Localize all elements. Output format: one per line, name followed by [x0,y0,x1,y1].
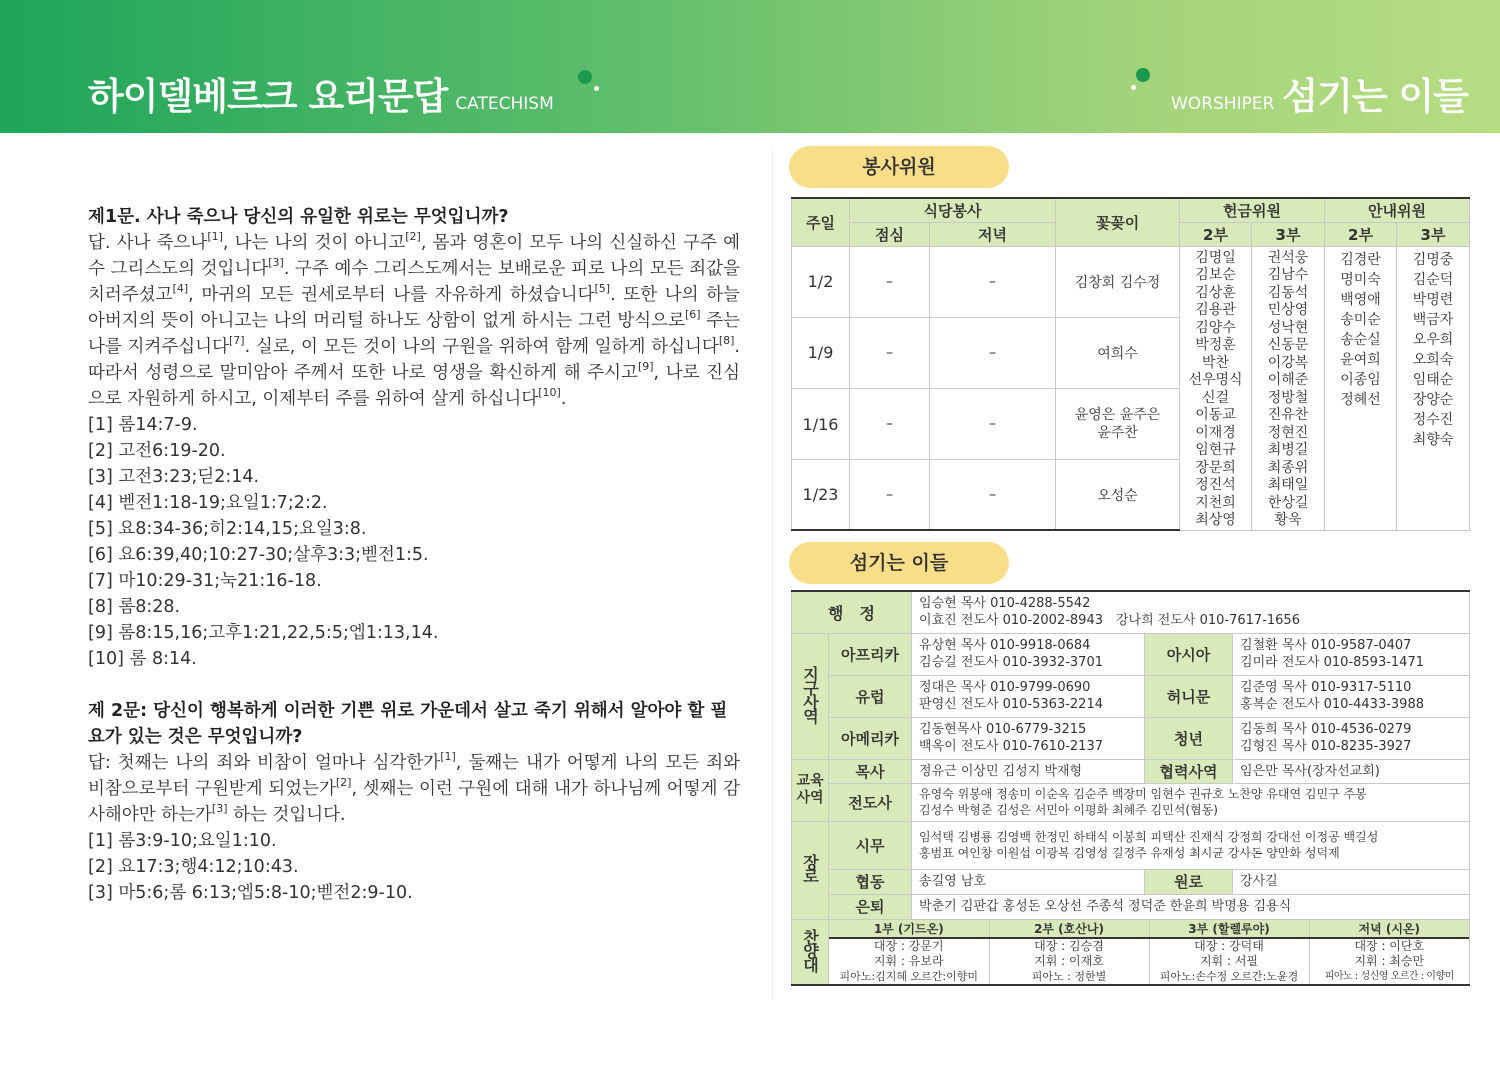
answer-text: . 또한 나의 하늘 아버지의 뜻이 아니고는 나의 머리털 하나도 상함이 없게 하시는 그런 방식으로 [88,285,740,331]
answer-text: . [560,389,567,409]
reference-item: [8] 롬8:28. [88,597,181,617]
choir-group-members: 대장 : 이단호 지휘 : 최승만 피아노 : 성신영 오르간 : 이향미 [1309,938,1469,984]
reference-item: [2] 요17:3;행4:12;10:43. [88,857,299,877]
reference-item: [3] 마5:6;롬 6:13;엡5:8-10;벧전2:9-10. [88,883,413,903]
catechism-section [88,204,740,906]
admin-line: 이효진 전도사 010-2002-8943 강나희 전도사 010-7617-1656 [919,613,1300,629]
catechism-heading [88,66,554,120]
choir-group-members: 대장 : 강문기 지휘 : 유보라 피아노:김지혜 오르간:이향미 [829,938,989,984]
answer-text: , 몸과 영혼이 모두 나의 신실하신 구주 예수 그리스도의 것입니다 [88,233,740,279]
europe-label: 유럽 [829,675,912,717]
footnote-marker: [1] [207,230,223,244]
row-lunch: – [850,317,930,388]
answer-text: , 마귀의 모든 권세로부터 나를 자유하게 하셨습니다 [188,285,595,305]
choir-group-name: 저녁 (시온) [1309,920,1469,938]
row-dinner: – [930,389,1056,460]
row-dinner: – [930,460,1056,530]
offering-3-names: 권석웅 김남수 김동석 민상영 성낙현 신동문 이강복 이해준 정방철 진유찬 정현진 최병길 최종위 최태일 한상길 황욱 [1252,246,1325,530]
header-flowers: 꽃꽂이 [1056,198,1180,246]
footnote-marker: [6] [684,308,701,322]
row-lunch: – [850,460,930,530]
reference-item: [9] 롬8:15,16;고후1:21,22,5:5;엡1:13,14. [88,623,439,643]
choir-group-name: 3부 (할렐루야) [1149,920,1309,938]
row-flowers: 김창회 김수정 [1056,246,1180,317]
footnote-marker: [9] [637,360,654,374]
footnote-marker: [10] [538,386,561,400]
footnote-marker: [5] [594,282,611,296]
elder-retired-names: 박춘기 김판갑 홍성돈 오상선 주종석 정덕준 한윤희 박명용 김용식 [912,894,1470,919]
service-pill: 봉사위원 [789,146,1009,188]
choir-group-name: 2부 (호산나) [989,920,1149,938]
asia-label: 아시아 [1145,633,1233,675]
reference-item: [3] 고전3:23;딛2:14. [88,467,260,487]
worshiper-heading [1171,66,1468,120]
choir-group-members: 대장 : 김승겸 지휘 : 이재호 피아노 : 정한별 [989,938,1149,984]
admin-contacts [912,591,1470,633]
question-1: 제1문. 사나 죽으나 당신의 유일한 위로는 무엇입니까? [88,207,509,227]
header-sunday: 주일 [792,198,850,246]
answer-text: , 둘째는 내가 어떻게 나의 모든 죄와 비참으로부터 구원받게 되었는가 [88,753,741,799]
district-label: 지구사역 [792,633,829,759]
asia-contacts: 김철환 목사 010-9587-0407 김미라 전도사 010-8593-1471 [1233,633,1470,675]
row-lunch: – [850,389,930,460]
answer-text: . 구주 예수 그리스도께서는 보배로운 피로 나의 모든 죄값을 치러주셨고 [88,259,740,305]
references-2 [88,828,740,906]
reference-item: [10] 롬 8:14. [88,649,197,669]
header-guide-2: 2부 [1325,222,1397,246]
footnote-marker: [3] [211,802,228,816]
america-contacts: 김동현목사 010-6779-3215 백옥이 전도사 010-7610-2137 [912,717,1145,759]
workers-table [791,590,1470,986]
page-header [0,0,1500,133]
header-guide-3: 3부 [1397,222,1470,246]
answer-text: 하는 것입니다. [227,805,346,825]
elder-emeritus-names: 강사길 [1233,869,1470,894]
choir-group-name: 1부 (기드온) [829,920,989,938]
offering-2-names: 김명일 김보순 김상훈 김용관 김양수 박정훈 박찬 선우명식 신걸 이동교 이재경 임현규 장문희 정진석 지천희 최상영 [1180,246,1252,530]
service-table [791,197,1470,531]
footnote-marker: [7] [228,334,245,348]
reference-item: [6] 요6:39,40;10:27-30;살후3:3;벧전1:5. [88,545,429,565]
elder-assoc-names: 송길영 남호 [912,869,1145,894]
references-1 [88,412,740,672]
coop-label: 협력사역 [1145,759,1233,783]
workers-pill: 섬기는 이들 [789,542,1009,584]
elder-emeritus-label: 원로 [1145,869,1233,894]
footnote-marker: [2] [405,230,421,244]
edu-pastor-names: 정유근 이상민 김성지 박재형 [912,759,1145,783]
dot-decoration-icon [578,70,592,84]
row-date: 1/23 [792,460,850,530]
footnote-marker: [3] [268,256,284,270]
honeymoon-contacts: 김준영 목사 010-9317-5110 홍복순 전도사 010-4433-3988 [1233,675,1470,717]
header-offering-2: 2부 [1180,222,1252,246]
row-date: 1/16 [792,389,850,460]
question-2: 제 2문: 당신이 행복하게 이러한 기쁜 위로 가운데서 살고 죽기 위해서 알아야 할 필요가 있는 것은 무엇입니까? [88,701,728,747]
footnote-marker: [8] [718,334,735,348]
edu-label: 교육사역 [792,759,829,821]
row-date: 1/9 [792,317,850,388]
dot-decoration-icon [594,86,599,91]
header-guide: 안내위원 [1325,198,1470,222]
worshiper-subtitle: WORSHIPER [1171,94,1275,114]
reference-item: [7] 마10:29-31;눅21:16-18. [88,571,322,591]
admin-label: 행 정 [792,591,912,633]
row-flowers: 윤영은 윤주은 윤주찬 [1056,389,1180,460]
answer-2 [88,750,740,828]
dot-decoration-icon [1136,68,1150,82]
choir-groups [829,919,1470,985]
europe-contacts: 정대은 목사 010-9799-0690 판영신 전도사 010-5363-2214 [912,675,1145,717]
answer-text: 답: 첫째는 나의 죄와 비참이 얼마나 심각한가 [88,753,441,773]
edu-pastor-label: 목사 [829,759,912,783]
row-dinner: – [930,317,1056,388]
footnote-marker: [1] [440,750,456,764]
row-lunch: – [850,246,930,317]
guide-2-names: 김경란 명미숙 백영애 송미순 송순실 윤여희 이종임 정혜선 [1325,246,1397,530]
answer-1 [88,230,740,412]
header-dinner: 저녁 [930,222,1056,246]
answer-text: . 따라서 성령으로 말미암아 주께서 또한 나로 영생을 확신하게 해 주시고 [88,337,740,383]
youth-contacts: 김동희 목사 010-4536-0279 김형진 목사 010-8235-3927 [1233,717,1470,759]
answer-text: 답. 사나 죽으나 [88,233,208,253]
edu-evang-label: 전도사 [829,783,912,821]
answer-text: , 나로 진심으로 자원하게 하시고, 이제부터 주를 위하여 살게 하십니다 [88,363,740,409]
choir-group-members: 대장 : 강덕태 지휘 : 서필 피아노:손수정 오르간:노윤경 [1149,938,1309,984]
africa-label: 아프리카 [829,633,912,675]
answer-text: 주는 나를 지켜주십니다 [88,311,740,357]
reference-item: [1] 롬3:9-10;요일1:10. [88,831,277,851]
catechism-title: 하이델베르크 요리문답 [88,75,448,118]
admin-line: 임승현 목사 010-4288-5542 [919,596,1091,612]
row-dinner: – [930,246,1056,317]
header-offering: 헌금위원 [1180,198,1325,222]
elder-assoc-label: 협동 [829,869,912,894]
worshiper-title: 섬기는 이들 [1282,75,1468,118]
coop-text: 임은만 목사(장자선교회) [1233,759,1470,783]
column-divider [772,150,773,1000]
reference-item: [2] 고전6:19-20. [88,441,226,461]
guide-3-names: 김명중 김순덕 박명련 백금자 오우희 오희숙 임태순 장양순 정수진 최향숙 [1397,246,1470,530]
answer-text: , 나는 나의 것이 아니고 [222,233,406,253]
elder-active-names: 임석택 김병룡 김영백 한정민 하태식 이봉희 피택산 진재식 강정희 강대선 이정공 백길성 홍범표 여인창 이원섭 이광복 김영성 길정주 유재성 최시균 강사돈 양만화 성덕제 [912,821,1470,869]
africa-contacts: 유상현 목사 010-9918-0684 김승길 전도사 010-3932-3701 [912,633,1145,675]
answer-text: , 셋째는 이런 구원에 대해 내가 하나님께 어떻게 감사해야만 하는가 [88,779,740,825]
row-flowers: 여희수 [1056,317,1180,388]
elder-active-label: 시무 [829,821,912,869]
header-meal: 식당봉사 [850,198,1056,222]
reference-item: [1] 롬14:7-9. [88,415,198,435]
youth-label: 청년 [1145,717,1233,759]
row-date: 1/2 [792,246,850,317]
dot-decoration-icon [1131,85,1136,90]
catechism-subtitle: CATECHISM [455,94,554,114]
choir-label: 찬양대 [792,919,829,985]
footnote-marker: [4] [172,282,189,296]
header-offering-3: 3부 [1252,222,1325,246]
honeymoon-label: 허니문 [1145,675,1233,717]
footnote-marker: [2] [335,776,352,790]
header-lunch: 점심 [850,222,930,246]
answer-text: . 실로, 이 모든 것이 나의 구원을 위하여 함께 일하게 하십니다 [244,337,719,357]
reference-item: [5] 요8:34-36;히2:14,15;요일3:8. [88,519,367,539]
elder-label: 장로 [792,821,829,919]
reference-item: [4] 벧전1:18-19;요일1:7;2:2. [88,493,328,513]
row-flowers: 오성순 [1056,460,1180,530]
edu-evang-names: 유영숙 위봉애 정송미 이순옥 김순주 백장미 임현수 권규호 노찬양 유대연 김민구 주봉 김성수 박형준 김성은 서민아 이평화 최혜주 김민석(협동) [912,783,1470,821]
america-label: 아메리카 [829,717,912,759]
elder-retired-label: 은퇴 [829,894,912,919]
